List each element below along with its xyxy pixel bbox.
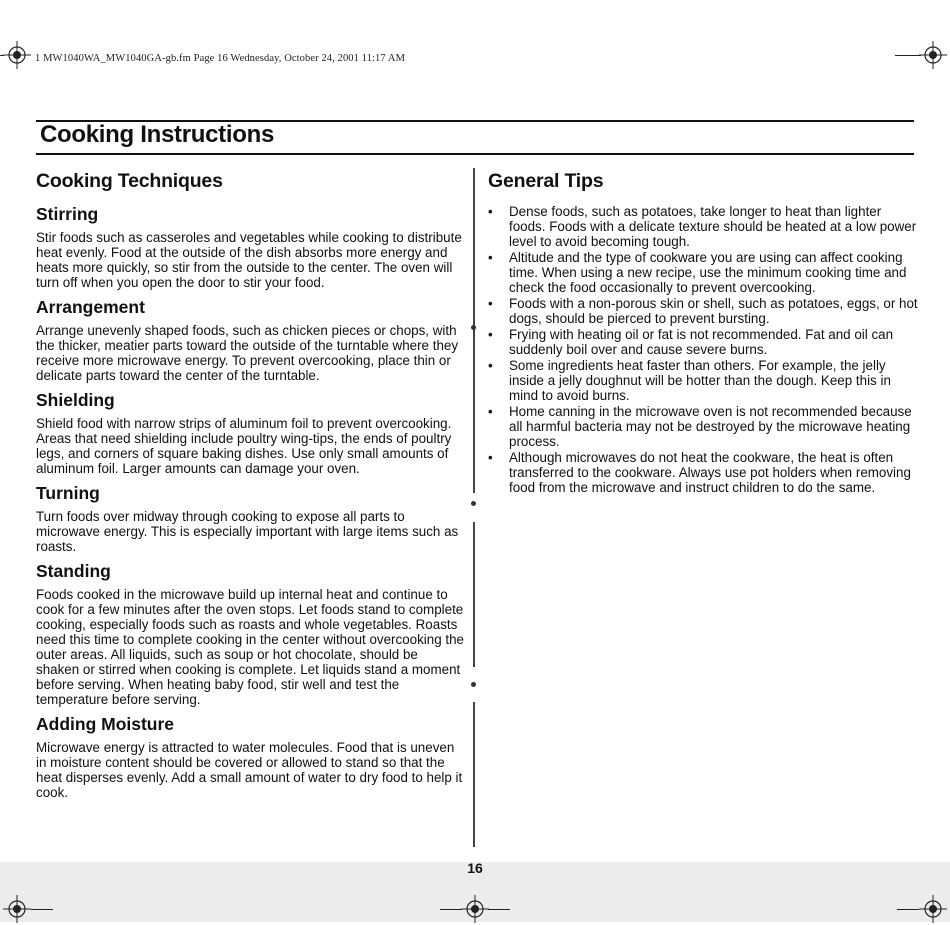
- bullet-icon: •: [488, 296, 493, 311]
- list-item: [488, 296, 918, 326]
- list-item: [488, 204, 918, 249]
- crop-line-bottom-right: [897, 909, 919, 910]
- list-item: [488, 327, 918, 357]
- subsection-title: Shielding: [36, 390, 115, 410]
- title-rule-bottom: [36, 153, 914, 155]
- binding-dot-icon: [471, 325, 476, 330]
- subsection-title: Stirring: [36, 204, 99, 224]
- subsection-body: Stir foods such as casseroles and vegetables while cooking to distribute heat evenly. Food at the outside of the dish absorbs more energy and heats more quickly, so stir from the outside to the center. The oven will turn off when you open the door to stir your food.: [36, 230, 462, 290]
- registration-mark-bottom-right-icon: [919, 895, 947, 923]
- list-item: [488, 358, 918, 403]
- cooking-techniques-column: [36, 170, 464, 807]
- page-title: Cooking Instructions: [40, 121, 275, 148]
- crop-line-bottom-center-left: [440, 909, 462, 910]
- tips-list: [488, 204, 918, 495]
- tip-text: Although microwaves do not heat the cookware, the heat is often transferred to the cookware. Always use pot holders when removing food from the microwave and instruct children to do the same.: [509, 450, 911, 495]
- list-item: [488, 450, 918, 495]
- crop-line-bottom-left: [31, 909, 53, 910]
- subsection-body: Arrange unevenly shaped foods, such as chicken pieces or chops, with the thicker, meatier parts toward the outside of the turntable where they receive more microwave energy. To prevent overcooking, place thin or delicate parts toward the center of the turntable.: [36, 323, 459, 383]
- subsection-body: Turn foods over midway through cooking to expose all parts to microwave energy. This is especially important with large items such as roasts.: [36, 509, 459, 554]
- tip-text: Some ingredients heat faster than others. For example, the jelly inside a jelly doughnut will be hotter than the dough. Keep this in mind to avoid burns.: [509, 358, 891, 403]
- bullet-icon: •: [488, 327, 493, 342]
- general-tips-column: [488, 170, 918, 496]
- tip-text: Dense foods, such as potatoes, take longer to heat than lighter foods. Foods with a delicate texture should be heated at a low power level to avoid becoming tough.: [509, 204, 917, 249]
- binding-dot-icon: [471, 682, 476, 687]
- registration-mark-bottom-center-icon: [461, 895, 489, 923]
- bullet-icon: •: [488, 358, 493, 373]
- subsection-title: Adding Moisture: [36, 714, 175, 734]
- bullet-icon: •: [488, 404, 493, 419]
- list-item: [488, 250, 918, 295]
- page-number: 16: [467, 860, 483, 876]
- tip-text: Foods with a non-porous skin or shell, such as potatoes, eggs, or hot dogs, should be pierced to prevent bursting.: [509, 296, 918, 326]
- crop-line-top-left: [0, 55, 4, 56]
- column-divider: [473, 702, 475, 847]
- tip-text: Altitude and the type of cookware you are using can affect cooking time. When using a new recipe, use the minimum cooking time and check the food occasionally to prevent overcooking.: [509, 250, 907, 295]
- subsection-body: Microwave energy is attracted to water molecules. Food that is uneven in moisture content should be covered or allowed to stand so that the heat disperses evenly. Add a small amount of water to dry food to help it cook.: [36, 740, 463, 800]
- bullet-icon: •: [488, 204, 493, 219]
- bullet-icon: •: [488, 450, 493, 465]
- registration-mark-bottom-left-icon: [3, 895, 31, 923]
- crop-line-bottom-center-right: [488, 909, 510, 910]
- registration-mark-top-right-icon: [919, 41, 947, 69]
- bullet-icon: •: [488, 250, 493, 265]
- tip-text: Home canning in the microwave oven is not recommended because all harmful bacteria may not be destroyed by the microwave heating process.: [509, 404, 912, 449]
- registration-mark-top-left-icon: [3, 41, 31, 69]
- tip-text: Frying with heating oil or fat is not recommended. Fat and oil can suddenly boil over and cause severe burns.: [509, 327, 894, 357]
- binding-dot-icon: [471, 501, 476, 506]
- subsection-body: Shield food with narrow strips of aluminum foil to prevent overcooking. Areas that need shielding include poultry wing-tips, the ends of poultry legs, and corners of square baking dishes. Use only small amounts of aluminum foil. Larger amounts can damage your oven.: [36, 416, 452, 476]
- section-heading: General Tips: [488, 170, 604, 192]
- list-item: [488, 404, 918, 449]
- section-heading: Cooking Techniques: [36, 170, 223, 192]
- column-divider: [473, 522, 475, 667]
- subsection-title: Turning: [36, 483, 100, 503]
- subsection-title: Arrangement: [36, 297, 145, 317]
- crop-line-top-right: [895, 55, 921, 56]
- subsection-title: Standing: [36, 561, 111, 581]
- column-divider: [473, 168, 475, 493]
- print-slug: 1 MW1040WA_MW1040GA-gb.fm Page 16 Wednesday, October 24, 2001 11:17 AM: [35, 53, 406, 64]
- subsection-body: Foods cooked in the microwave build up internal heat and continue to cook for a few minutes after the oven stops. Let foods stand to complete cooking, especially foods such as roasts and whole vegetables. Roasts need this time to complete cooking in the center without overcooking the outer areas. All liquids, such as soup or hot chocolate, should be shaken or stirred when cooking is complete. Let liquids stand a moment before serving. When heating baby food, stir well and test the temperature before serving.: [36, 587, 465, 707]
